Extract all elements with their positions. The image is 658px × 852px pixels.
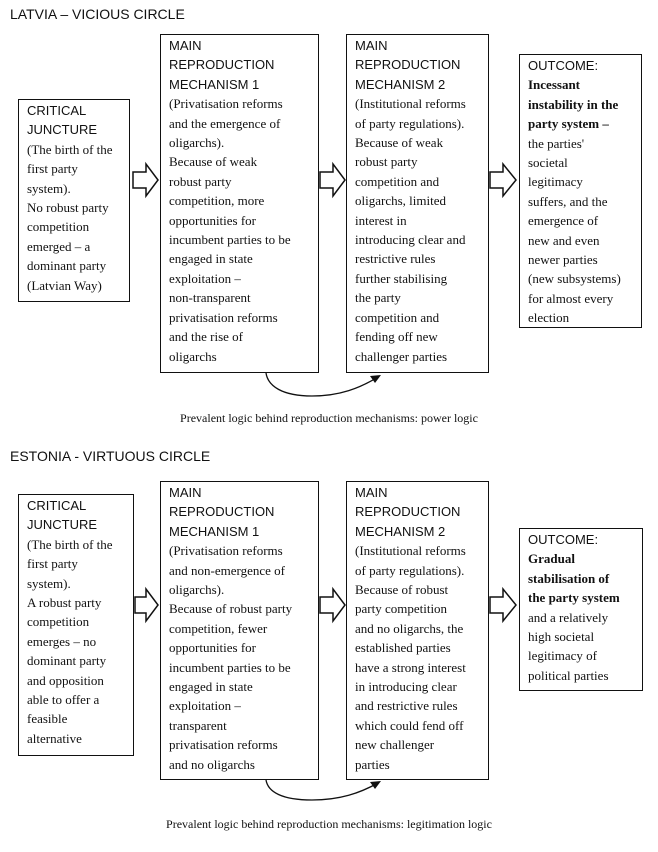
box-text-line: system). (27, 180, 71, 196)
box-text-line: first party (27, 556, 78, 572)
estonia-diagram-title: ESTONIA - VIRTUOUS CIRCLE (10, 448, 211, 464)
box-heading-line: CRITICAL (27, 498, 87, 513)
box-text-line: alternative (27, 730, 82, 746)
box-text-line: and no oligarchs (169, 756, 255, 772)
box-heading-line: MAIN (169, 38, 202, 53)
box-text-line: competition, fewer (169, 620, 268, 636)
box-heading-line: OUTCOME: (528, 532, 599, 547)
box-text-line: able to offer a (27, 692, 100, 708)
box-text-line: (The birth of the (27, 141, 113, 157)
box-text-line: privatisation reforms (169, 309, 278, 325)
latvia-curved-arrow-icon (266, 373, 378, 396)
box-text-line: which could fend off (355, 717, 464, 733)
box-text-line: legitimacy (528, 174, 583, 190)
box-heading-line: REPRODUCTION (355, 57, 461, 73)
box-text-line: (Institutional reforms (355, 96, 466, 112)
box-bold-line: stabilisation of (528, 570, 610, 586)
box-text-line: the party (355, 290, 401, 306)
box-text-line: fending off new (355, 329, 438, 345)
box-text-line: emerges – no (27, 633, 97, 649)
box-text-line: A robust party (27, 595, 102, 611)
box-text-line: Because of robust (355, 582, 449, 598)
estonia-logic-caption: Prevalent logic behind reproduction mechanisms: legitimation logic (166, 817, 492, 831)
latvia-arrow-1-icon (133, 164, 158, 196)
box-bold-line: instability in the (528, 96, 619, 112)
box-text-line: parties (355, 756, 390, 772)
box-text-line: new challenger (355, 737, 435, 753)
box-text-line: legitimacy of (528, 648, 597, 664)
estonia-curved-arrow-icon (266, 780, 378, 800)
box-text-line: feasible (27, 711, 68, 727)
box-text-line: and non-emergence of (169, 562, 285, 578)
box-bold-line: the party system (528, 590, 620, 606)
estonia-arrow-1-icon (135, 589, 158, 621)
box-text-line: competition and (355, 309, 440, 325)
box-text-line: political parties (528, 667, 609, 683)
box-text-line: high societal (528, 629, 595, 645)
box-heading-line: CRITICAL (27, 103, 87, 118)
box-heading-line: MECHANISM 1 (169, 76, 260, 92)
box-text-line: incumbent parties to be (169, 659, 291, 675)
box-heading-line: MAIN (355, 38, 388, 53)
box-text-line: non-transparent (169, 290, 251, 306)
box-text-line: competition (27, 614, 90, 630)
box-text-line: (Institutional reforms (355, 543, 466, 559)
box-text-line: robust party (355, 154, 418, 170)
box-heading-line: JUNCTURE (27, 122, 98, 138)
box-text-line: restrictive rules (355, 251, 436, 267)
box-text-line: election (528, 310, 570, 326)
box-text-line: the parties' (528, 135, 585, 151)
box-text-line: competition (27, 219, 90, 235)
box-text-line: oligarchs). (169, 582, 225, 598)
box-text-line: further stabilising (355, 270, 448, 286)
box-text-line: interest in (355, 212, 407, 228)
box-heading-line: REPRODUCTION (169, 504, 275, 520)
box-text-line: oligarchs (169, 348, 217, 364)
box-text-line: opportunities for (169, 640, 257, 656)
box-text-line: established parties (355, 640, 451, 656)
box-text-line: Because of weak (169, 154, 258, 170)
box-text-line: suffers, and the (528, 193, 608, 209)
box-text-line: of party regulations). (355, 562, 465, 578)
box-text-line: introducing clear and (355, 232, 466, 248)
box-text-line: and the emergence of (169, 115, 281, 131)
box-heading-line: MAIN (355, 485, 388, 500)
estonia-arrow-2-icon (320, 589, 345, 621)
box-text-line: party competition (355, 601, 448, 617)
box-text-line: oligarchs, limited (355, 193, 446, 209)
box-text-line: Because of weak (355, 135, 444, 151)
box-heading-line: MAIN (169, 485, 202, 500)
box-text-line: newer parties (528, 252, 598, 268)
box-text-line: privatisation reforms (169, 737, 278, 753)
box-text-line: No robust party (27, 200, 109, 216)
estonia-arrow-3-icon (490, 589, 516, 621)
box-text-line: robust party (169, 173, 232, 189)
box-text-line: and the rise of (169, 329, 244, 345)
box-text-line: and no oligarchs, the (355, 620, 464, 636)
box-text-line: (The birth of the (27, 536, 113, 552)
box-text-line: of party regulations). (355, 115, 465, 131)
box-text-line: new and even (528, 232, 600, 248)
box-text-line: system). (27, 575, 71, 591)
box-text-line: engaged in state (169, 251, 253, 267)
box-text-line: in introducing clear (355, 679, 457, 695)
latvia-diagram-title: LATVIA – VICIOUS CIRCLE (10, 6, 185, 22)
box-text-line: emergence of (528, 213, 599, 229)
box-heading-line: MECHANISM 1 (169, 523, 260, 539)
box-text-line: competition and (355, 173, 440, 189)
box-text-line: (new subsystems) (528, 271, 621, 287)
latvia-curved-arrowhead-icon (370, 375, 381, 383)
box-text-line: and a relatively (528, 609, 609, 625)
box-text-line: for almost every (528, 290, 614, 306)
box-heading-line: JUNCTURE (27, 517, 98, 533)
box-text-line: have a strong interest (355, 659, 466, 675)
box-text-line: opportunities for (169, 212, 257, 228)
box-heading-line: REPRODUCTION (355, 504, 461, 520)
latvia-arrow-2-icon (320, 164, 345, 196)
box-heading-line: MECHANISM 2 (355, 523, 446, 539)
box-text-line: challenger parties (355, 348, 448, 364)
latvia-arrow-3-icon (490, 164, 516, 196)
latvia-logic-caption: Prevalent logic behind reproduction mechanisms: power logic (180, 411, 478, 425)
box-text-line: (Latvian Way) (27, 277, 102, 293)
box-text-line: and restrictive rules (355, 698, 458, 714)
box-heading-line: OUTCOME: (528, 58, 599, 73)
box-text-line: exploitation – (169, 270, 241, 286)
box-text-line: dominant party (27, 653, 107, 669)
box-text-line: exploitation – (169, 698, 241, 714)
box-text-line: transparent (169, 717, 227, 733)
box-heading-line: REPRODUCTION (169, 57, 275, 73)
box-text-line: incumbent parties to be (169, 232, 291, 248)
box-text-line: (Privatisation reforms (169, 543, 283, 559)
box-bold-line: Incessant (528, 77, 581, 93)
box-text-line: oligarchs). (169, 135, 225, 151)
box-text-line: and opposition (27, 672, 104, 688)
box-heading-line: MECHANISM 2 (355, 76, 446, 92)
box-bold-line: party system – (528, 116, 609, 132)
box-text-line: (Privatisation reforms (169, 96, 283, 112)
estonia-curved-arrowhead-icon (370, 781, 381, 789)
box-text-line: societal (528, 155, 568, 171)
box-text-line: emerged – a (27, 238, 91, 254)
box-text-line: engaged in state (169, 679, 253, 695)
box-text-line: first party (27, 161, 78, 177)
box-bold-line: Gradual (528, 551, 575, 567)
box-text-line: dominant party (27, 258, 107, 274)
box-text-line: Because of robust party (169, 601, 293, 617)
box-text-line: competition, more (169, 193, 265, 209)
